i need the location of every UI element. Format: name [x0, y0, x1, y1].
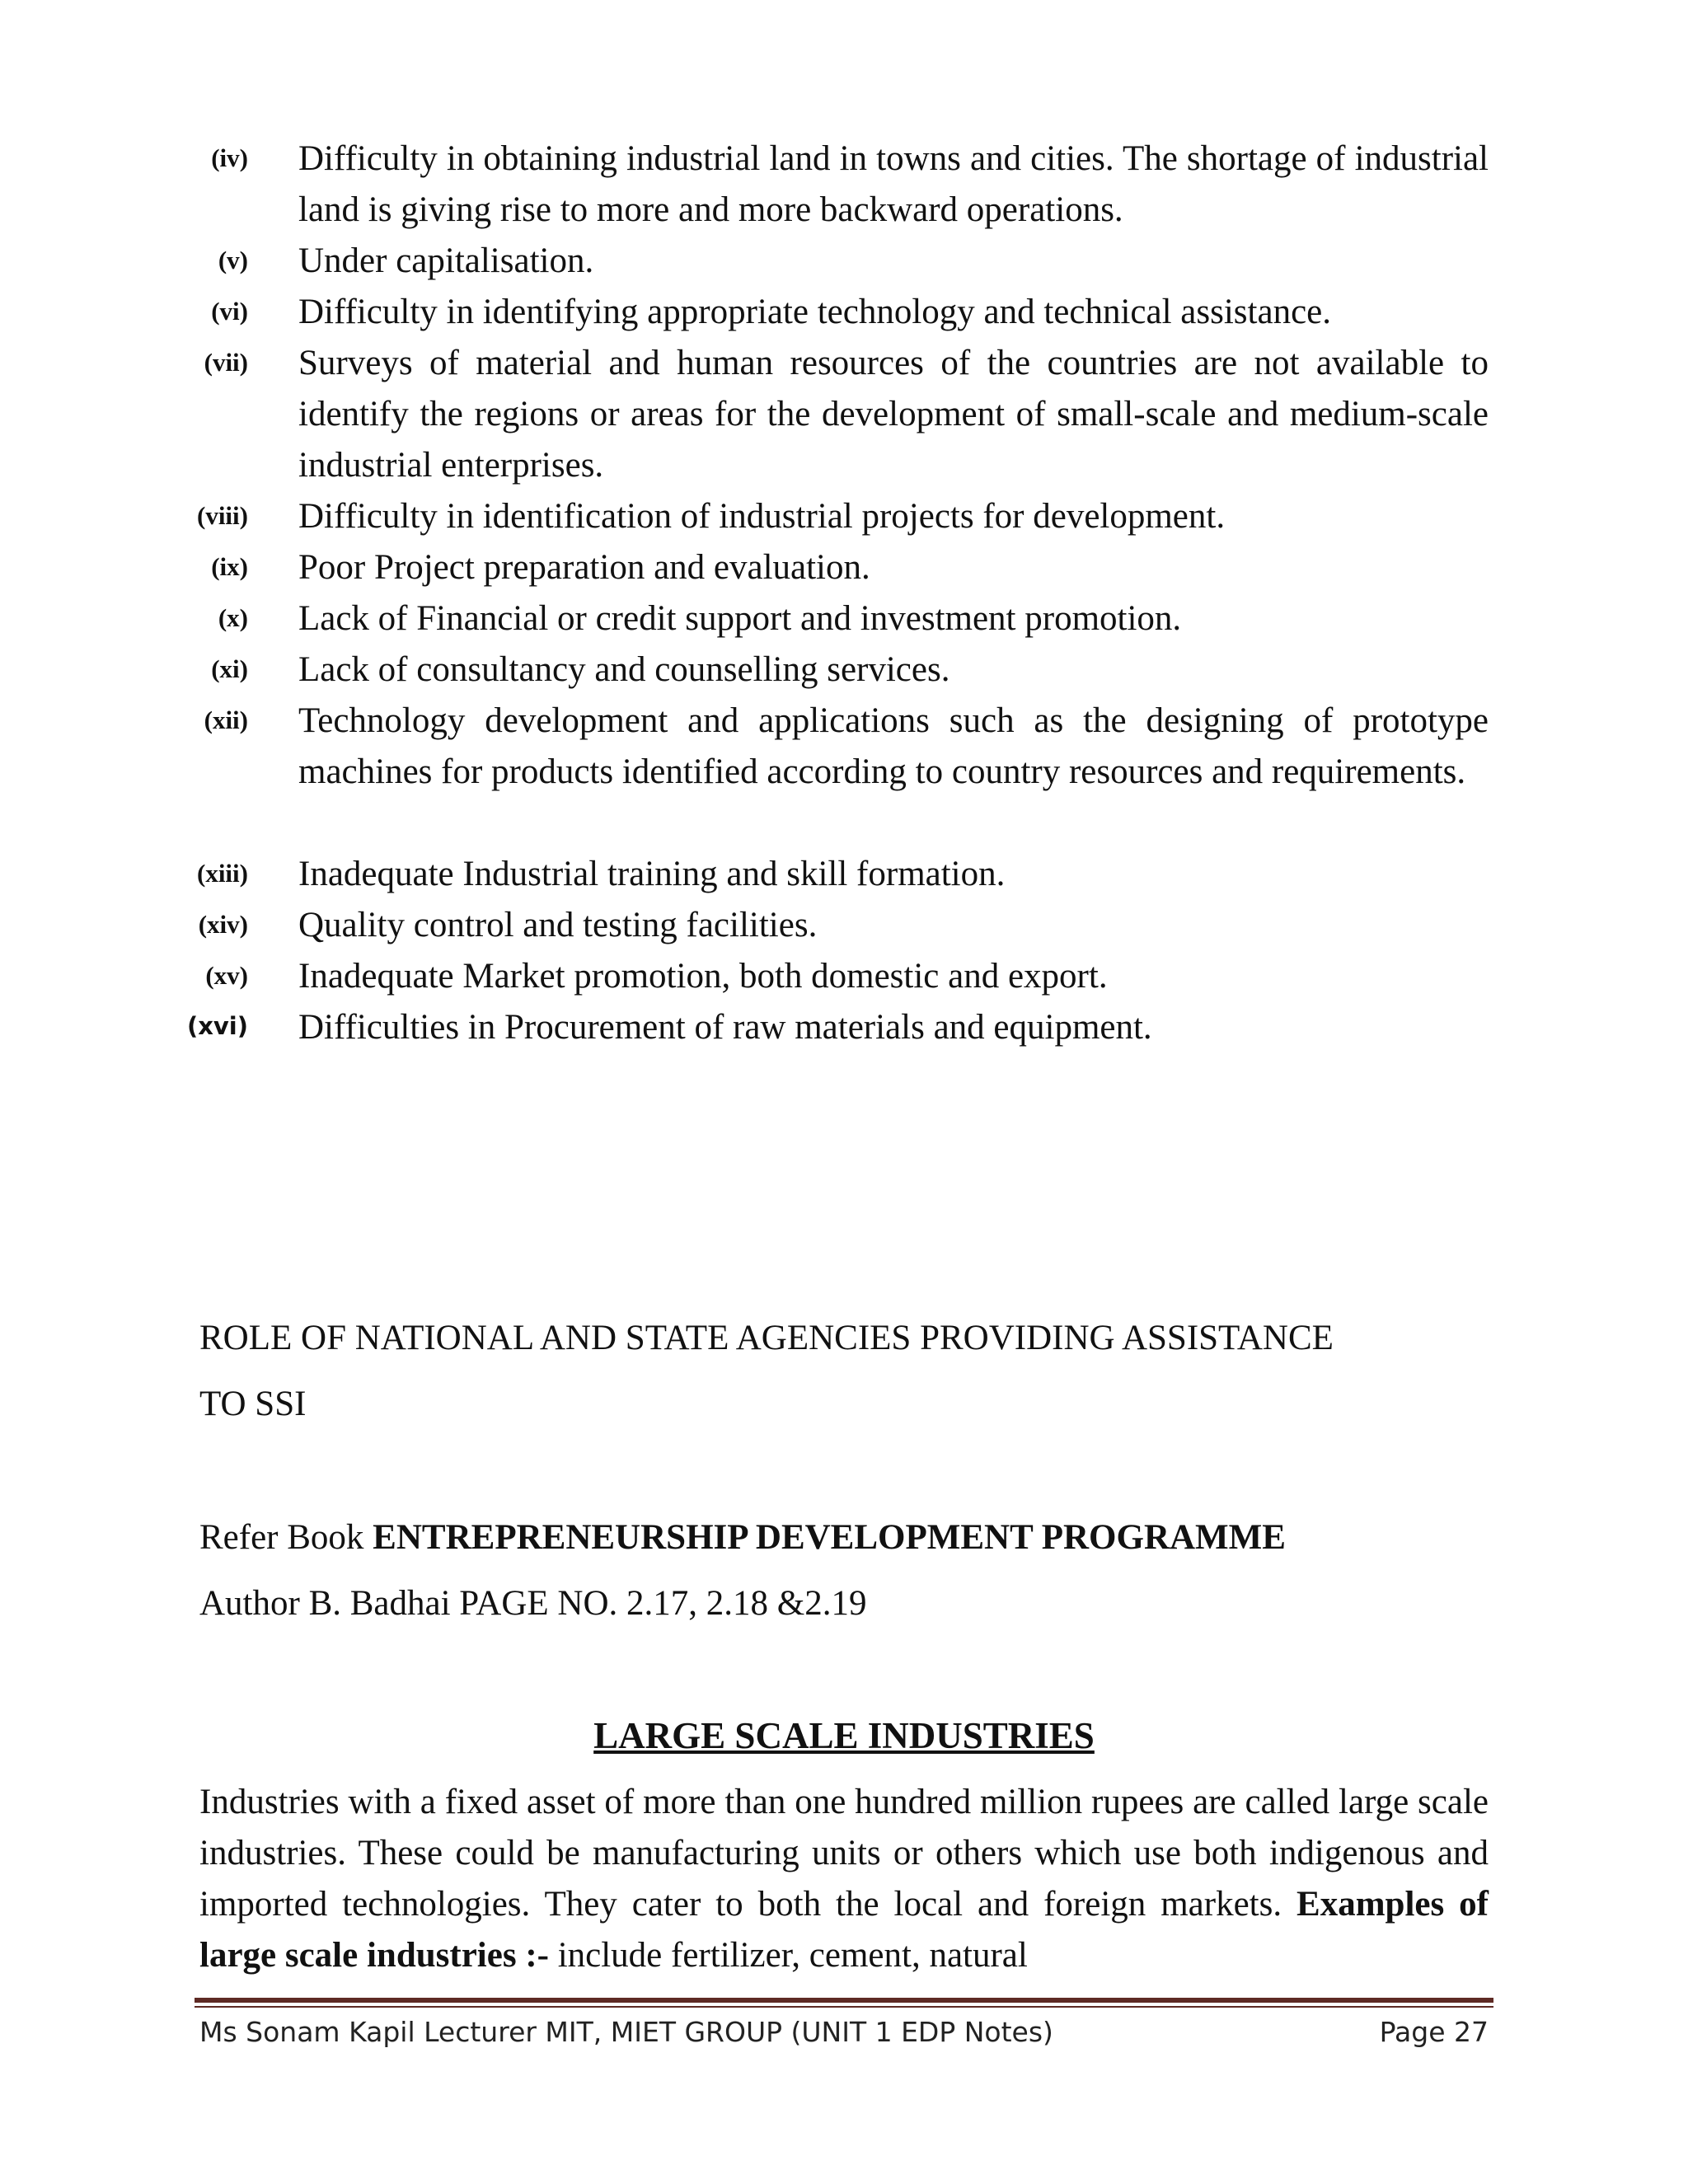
section-heading-line1: ROLE OF NATIONAL AND STATE AGENCIES PROVIDING ASSISTANCE [199, 1319, 1334, 1357]
list-item-number: (x) [218, 603, 248, 632]
list-item-text: Quality control and testing facilities. [298, 906, 818, 944]
large-scale-paragraph [199, 1777, 1489, 1981]
section-title: LARGE SCALE INDUSTRIES [593, 1715, 1095, 1756]
list-item-number: (vii) [204, 348, 248, 377]
list-item-text: Poor Project preparation and evaluation. [298, 548, 870, 587]
reference-line [199, 1505, 1489, 1571]
list-item-number: (ix) [211, 552, 248, 581]
section-heading-line2: TO SSI [199, 1385, 307, 1423]
list-item-number: (vi) [211, 297, 248, 326]
list-item-number: (xvi) [186, 1012, 248, 1040]
list-item-number: (iv) [211, 143, 248, 172]
list-item-number: (v) [218, 246, 248, 274]
footer-divider [195, 1998, 1493, 2003]
list-item-number: (xiii) [197, 859, 248, 888]
list-item-text: Difficulty in identifying appropriate technology and technical assistance. [298, 293, 1331, 331]
page-footer [199, 2011, 1489, 2052]
book-reference [199, 1505, 1489, 1637]
list-item-number: (xv) [205, 961, 248, 990]
list-item-text: Difficulty in obtaining industrial land in towns and cities. The shortage of industrial land is giving rise to more and more backward operations. [298, 139, 1489, 229]
list-item-text: Technology development and applications such as the designing of prototype machines for products identified according to country resources and requirements. [298, 701, 1489, 791]
list-item-text: Inadequate Market promotion, both domestic and export. [298, 957, 1108, 996]
list-item-number: (xii) [204, 705, 248, 734]
list-item-text: Surveys of material and human resources of the countries are not available to identify the regions or areas for the development of small-scale and medium-scale industrial enterprises. [298, 344, 1489, 485]
list-item-text: Difficulties in Procurement of raw materials and equipment. [298, 1008, 1152, 1047]
reference-prefix: Refer Book [199, 1518, 373, 1557]
paragraph-bold-text: Examples of large scale industries :- [199, 1885, 1489, 1975]
reference-book-title: ENTREPRENEURSHIP DEVELOPMENT PROGRAMME [373, 1518, 1286, 1557]
list-item-number: (viii) [197, 501, 248, 530]
list-item-text: Difficulty in identification of industrial projects for development. [298, 497, 1226, 536]
footer-divider-thin [195, 2006, 1493, 2008]
paragraph-text: Industries with a fixed asset of more than one hundred million rupees are called large scale industries. These could be manufacturing units or others which use both indigenous and imported technologies. They cater to both the local and foreign markets. [199, 1783, 1489, 1924]
list-item-number: (xiv) [198, 910, 248, 939]
reference-author-line: Author B. Badhai PAGE NO. 2.17, 2.18 &2.19 [199, 1584, 867, 1623]
list-item-text: Lack of consultancy and counselling services. [298, 650, 950, 689]
page-number: Page 27 [1379, 2016, 1489, 2048]
section-heading [199, 1305, 1489, 1437]
list-item-text: Lack of Financial or credit support and investment promotion. [298, 599, 1182, 638]
list-item-text: Inadequate Industrial training and skill formation. [298, 855, 1006, 893]
list-item-text: Under capitalisation. [298, 241, 594, 280]
footer-author: Ms Sonam Kapil Lecturer MIT, MIET GROUP (UNIT 1 EDP Notes) [199, 2016, 1053, 2048]
paragraph-text-end: include fertilizer, cement, natural [548, 1936, 1028, 1975]
list-item-number: (xi) [211, 654, 248, 683]
